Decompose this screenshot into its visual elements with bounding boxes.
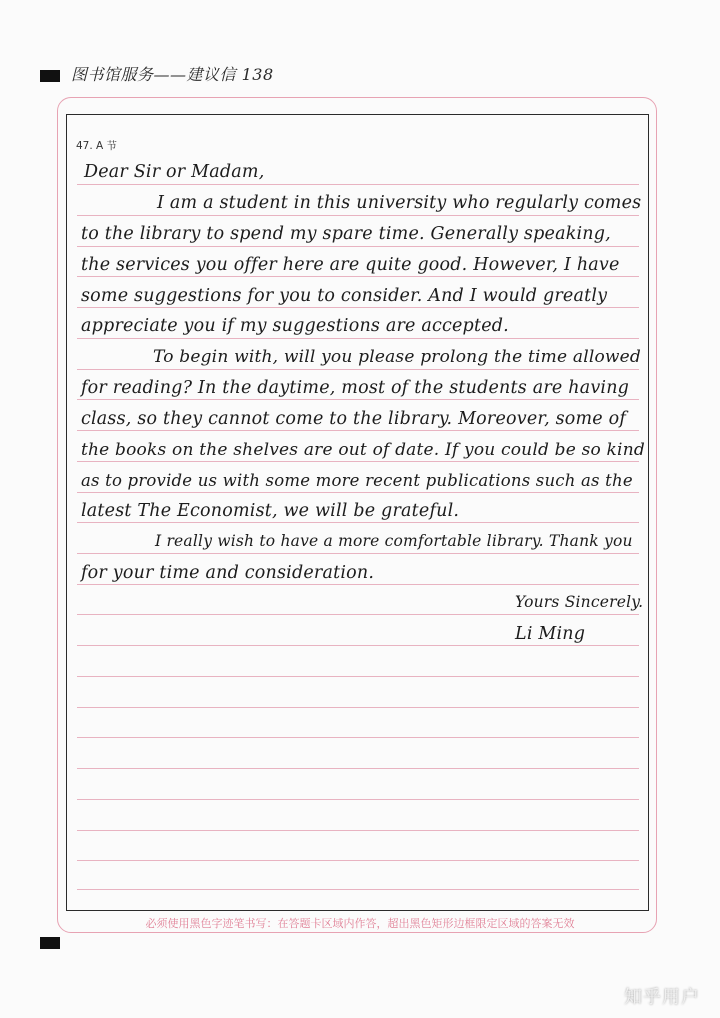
ruled-line (77, 614, 639, 615)
ruled-line (77, 768, 639, 769)
ruled-line (77, 830, 639, 831)
letter-line: as to provide us with some more recent publications such as the (81, 471, 633, 490)
letter-line: latest The Economist, we will be grateful. (81, 501, 460, 521)
ruled-line (77, 461, 639, 462)
ruled-line (77, 246, 639, 247)
section-label: 47. A 节 (76, 140, 118, 152)
ruled-line (77, 645, 639, 646)
registration-mark-bottom (40, 937, 60, 949)
ruled-line (77, 676, 639, 677)
ruled-line (77, 338, 639, 339)
letter-line: for your time and consideration. (81, 563, 375, 583)
ruled-line (77, 707, 639, 708)
letter-signature: Li Ming (515, 624, 586, 644)
ruled-line (77, 492, 639, 493)
registration-mark-top (40, 70, 60, 82)
ruled-line (77, 215, 639, 216)
answer-sheet-instruction: 必须使用黑色字迹笔书写：在答题卡区域内作答，超出黑色矩形边框限定区域的答案无效 (145, 917, 575, 930)
ruled-line (77, 399, 639, 400)
ruled-line (77, 584, 639, 585)
letter-line: I am a student in this university who regularly comes (157, 193, 642, 213)
ruled-line (77, 522, 639, 523)
letter-line: some suggestions for you to consider. And I would greatly (81, 286, 608, 306)
ruled-line (77, 369, 639, 370)
ruled-line (77, 276, 639, 277)
letter-line: class, so they cannot come to the library. Moreover, some of (81, 409, 627, 429)
ruled-line (77, 553, 639, 554)
ruled-line (77, 889, 639, 890)
letter-line: for reading? In the daytime, most of the students are having (81, 378, 630, 398)
ruled-line (77, 799, 639, 800)
letter-line: the services you offer here are quite good. However, I have (81, 255, 620, 275)
letter-salutation: Dear Sir or Madam, (84, 162, 265, 182)
letter-closing: Yours Sincerely. (515, 593, 644, 611)
ruled-line (77, 307, 639, 308)
ruled-line (77, 430, 639, 431)
ruled-line (77, 860, 639, 861)
letter-line: I really wish to have a more comfortable library. Thank you (155, 532, 633, 550)
page-header-title: 图书馆服务——建议信 138 (71, 65, 274, 84)
letter-line: to the library to spend my spare time. Generally speaking, (81, 224, 611, 244)
ruled-line (77, 184, 639, 185)
ruled-line (77, 737, 639, 738)
letter-line: the books on the shelves are out of date. If you could be so kind (81, 440, 645, 460)
watermark: 知乎用户 (624, 987, 700, 1008)
letter-line: appreciate you if my suggestions are accepted. (81, 316, 509, 336)
letter-line: To begin with, will you please prolong the time allowed (153, 347, 641, 367)
